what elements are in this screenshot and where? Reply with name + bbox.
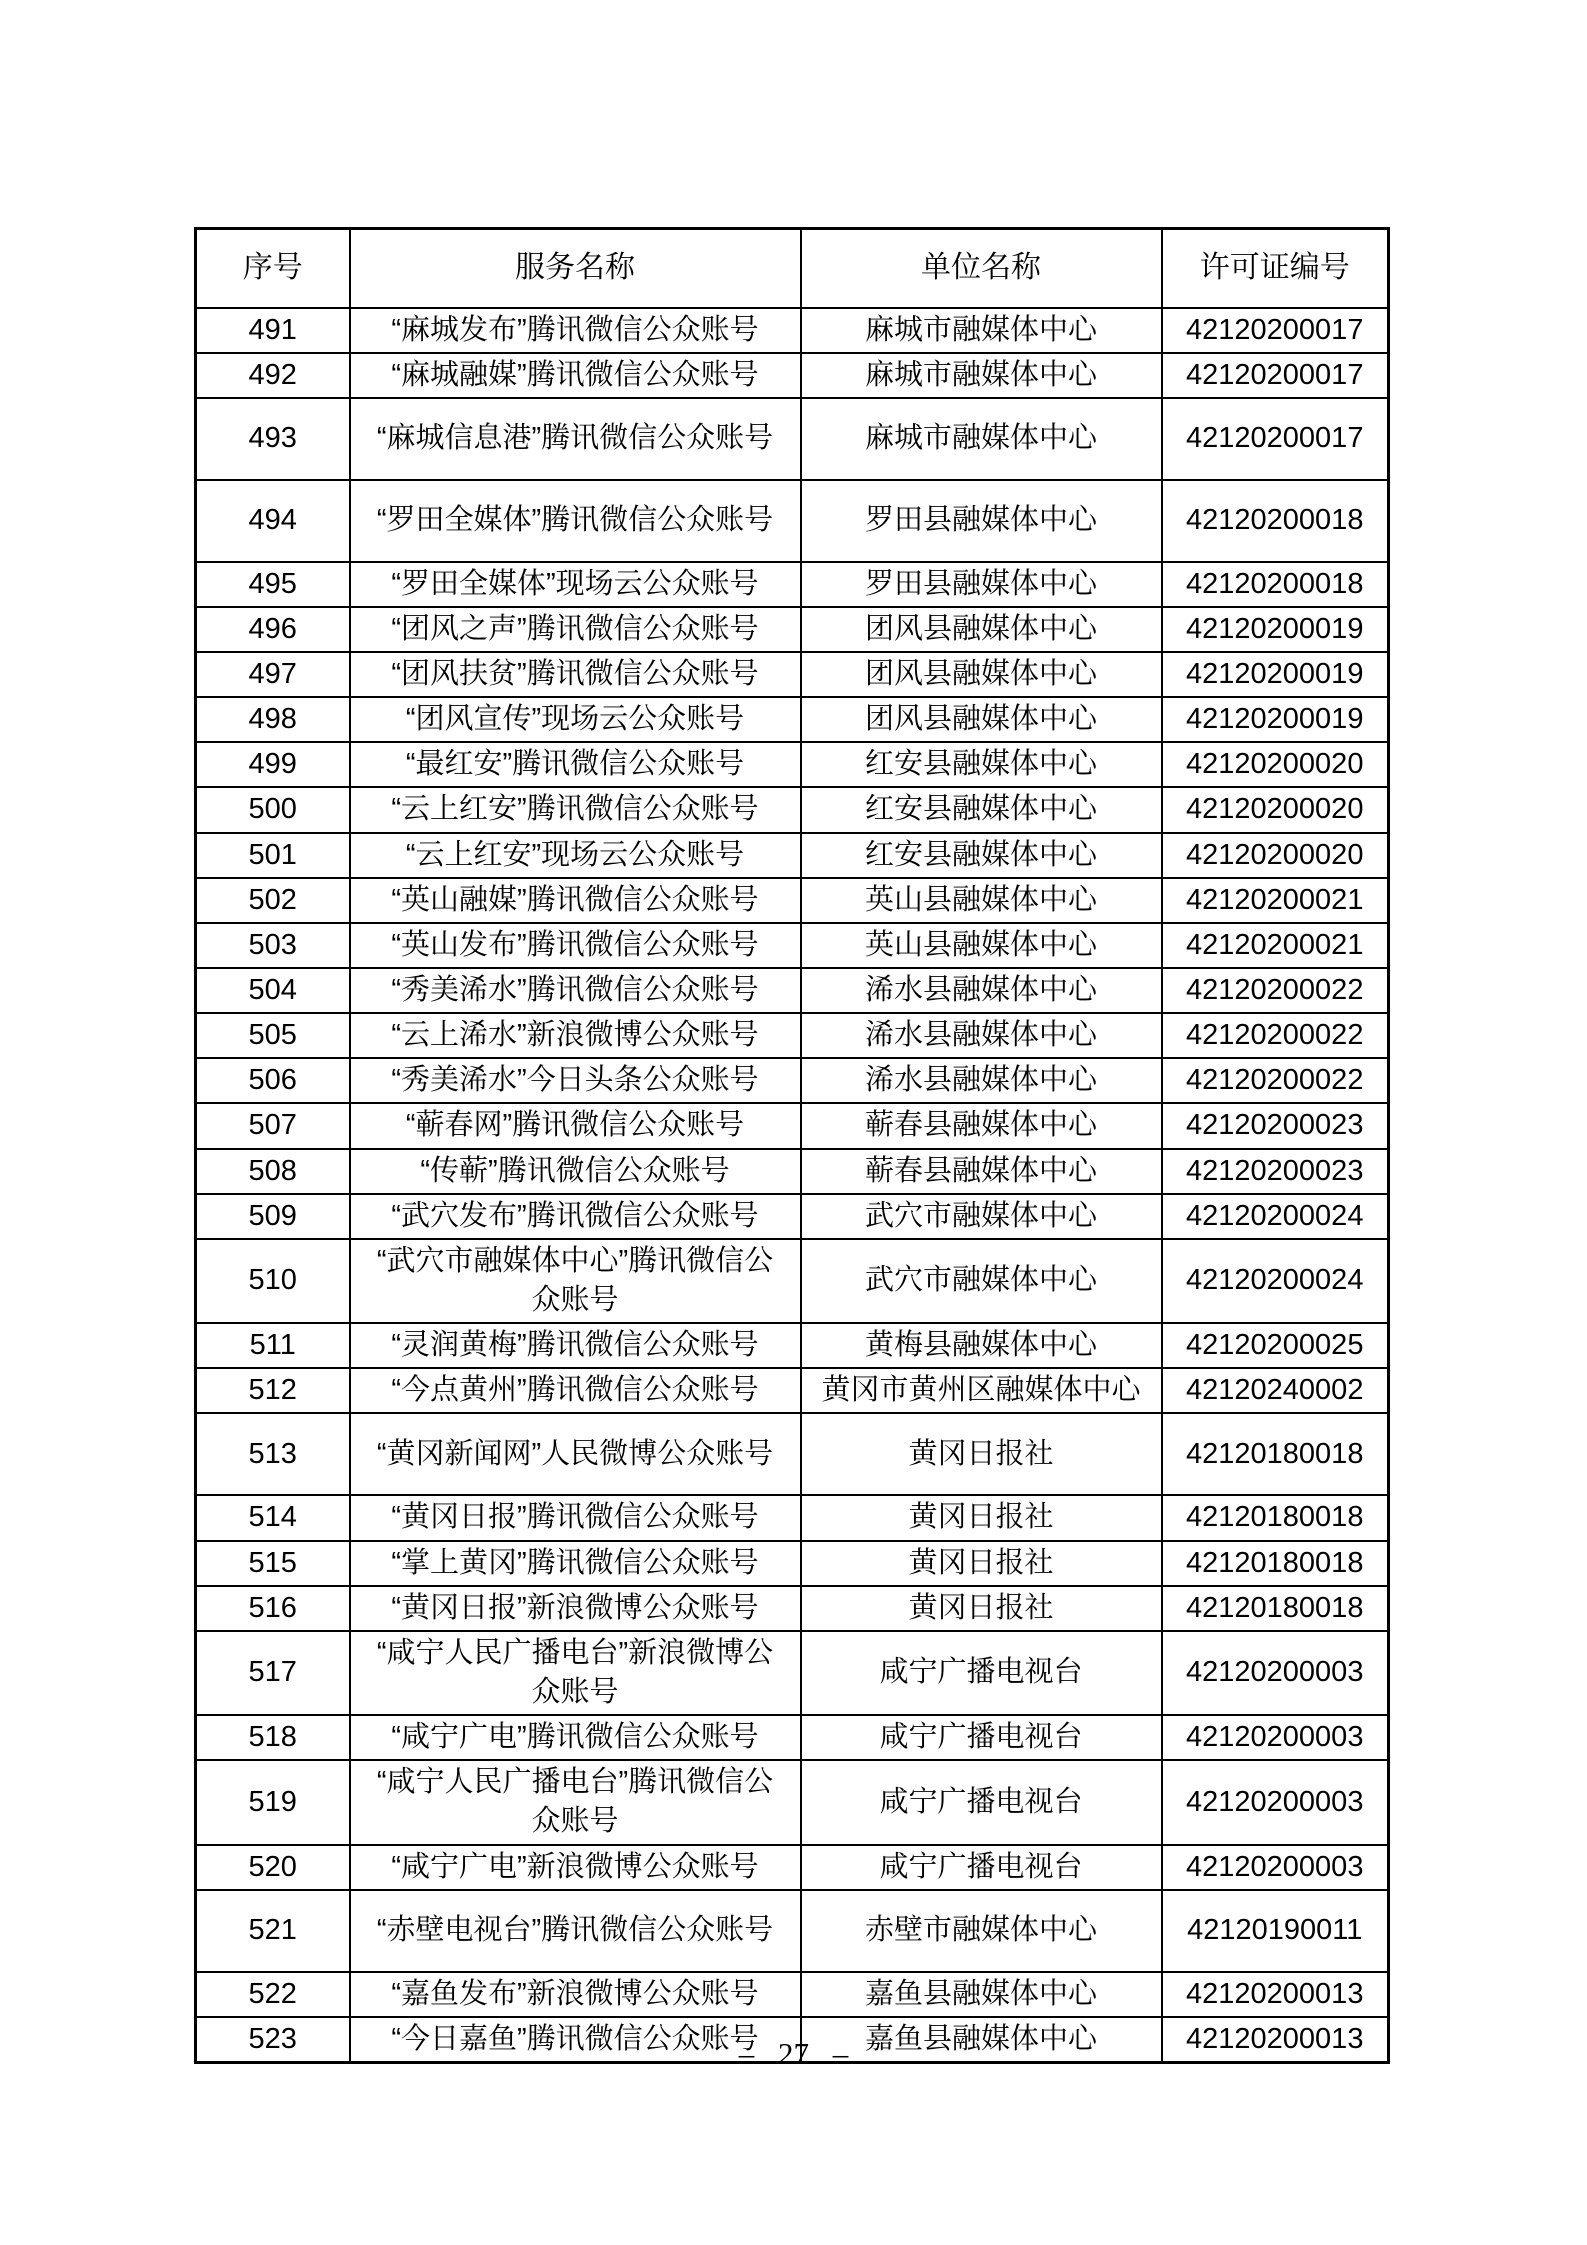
cell-unit: 咸宁广播电视台 [801,1631,1162,1715]
cell-license: 42120200021 [1162,923,1389,968]
cell-unit: 武穴市融媒体中心 [801,1239,1162,1323]
service-text: “武穴市融媒体中心”腾讯微信公众账号 [376,1244,774,1317]
cell-service [350,787,801,832]
cell-serial: 501 [196,833,350,878]
cell-license: 42120200020 [1162,833,1389,878]
table-row [196,1586,1389,1631]
cell-serial: 511 [196,1323,350,1368]
cell-serial: 514 [196,1495,350,1540]
cell-unit: 黄梅县融媒体中心 [801,1323,1162,1368]
service-text: “黄冈日报”新浪微博公众账号 [391,1591,759,1624]
table-row [196,697,1389,742]
cell-license: 42120200017 [1162,398,1389,480]
cell-service [350,878,801,923]
table-row [196,1368,1389,1413]
cell-license: 42120200018 [1162,562,1389,607]
cell-serial: 491 [196,308,350,353]
service-text: “团风宣传”现场云公众账号 [405,703,745,736]
service-text: “赤壁电视台”腾讯微信公众账号 [376,1914,774,1947]
cell-unit: 红安县融媒体中心 [801,742,1162,787]
service-text: “麻城融媒”腾讯微信公众账号 [391,358,759,391]
cell-service [350,1013,801,1058]
service-text: “灵润黄梅”腾讯微信公众账号 [391,1329,759,1362]
cell-serial: 504 [196,968,350,1013]
cell-license: 42120200024 [1162,1239,1389,1323]
cell-license: 42120200003 [1162,1845,1389,1890]
table-row [196,1845,1389,1890]
cell-serial: 516 [196,1586,350,1631]
cell-service [350,1103,801,1148]
service-text: “嘉鱼发布”新浪微博公众账号 [391,1977,759,2010]
table-row [196,562,1389,607]
cell-service [350,1368,801,1413]
cell-unit: 赤壁市融媒体中心 [801,1890,1162,1972]
cell-license: 42120200003 [1162,1760,1389,1844]
cell-serial: 523 [196,2017,350,2063]
cell-license: 42120200019 [1162,607,1389,652]
table-header-row [196,229,1389,308]
service-text: “最红安”腾讯微信公众账号 [405,748,745,781]
cell-service [350,480,801,562]
service-text: “咸宁广电”新浪微博公众账号 [391,1850,759,1883]
cell-unit: 蕲春县融媒体中心 [801,1103,1162,1148]
table-row [196,833,1389,878]
service-text: “武穴发布”腾讯微信公众账号 [391,1199,759,1232]
cell-license: 42120200020 [1162,787,1389,832]
table-row [196,398,1389,480]
cell-service [350,1972,801,2017]
cell-unit: 英山县融媒体中心 [801,878,1162,923]
cell-unit: 咸宁广播电视台 [801,1845,1162,1890]
table-row [196,923,1389,968]
cell-unit: 咸宁广播电视台 [801,1760,1162,1844]
cell-serial: 521 [196,1890,350,1972]
cell-service [350,353,801,398]
cell-serial: 507 [196,1103,350,1148]
cell-serial: 522 [196,1972,350,2017]
cell-unit: 麻城市融媒体中心 [801,353,1162,398]
table-row [196,480,1389,562]
table-row [196,1013,1389,1058]
service-text: “黄冈新闻网”人民微博公众账号 [376,1437,774,1470]
table-row [196,787,1389,832]
cell-unit: 罗田县融媒体中心 [801,480,1162,562]
cell-unit: 黄冈市黄州区融媒体中心 [801,1368,1162,1413]
cell-service [350,1631,801,1715]
cell-license: 42120200021 [1162,878,1389,923]
cell-license: 42120200023 [1162,1149,1389,1194]
table-header [196,229,1389,308]
table-row [196,742,1389,787]
cell-serial: 492 [196,353,350,398]
service-text: “传蕲”腾讯微信公众账号 [420,1154,730,1187]
cell-service [350,1149,801,1194]
service-text: “蕲春网”腾讯微信公众账号 [405,1109,745,1142]
cell-license: 42120180018 [1162,1413,1389,1495]
cell-unit: 黄冈日报社 [801,1413,1162,1495]
service-text: “麻城信息港”腾讯微信公众账号 [376,422,774,455]
cell-license: 42120240002 [1162,1368,1389,1413]
service-text: “今日嘉鱼”腾讯微信公众账号 [391,2022,759,2055]
cell-service [350,1760,801,1844]
cell-unit: 红安县融媒体中心 [801,833,1162,878]
cell-serial: 494 [196,480,350,562]
header-cell-license-no: 许可证编号 [1162,229,1389,308]
cell-service [350,1495,801,1540]
table-row [196,607,1389,652]
cell-serial: 520 [196,1845,350,1890]
table-row [196,353,1389,398]
service-text: “罗田全媒体”现场云公众账号 [391,567,759,600]
cell-serial: 496 [196,607,350,652]
cell-license: 42120200022 [1162,1013,1389,1058]
cell-unit: 浠水县融媒体中心 [801,968,1162,1013]
service-text: “秀美浠水”腾讯微信公众账号 [391,974,759,1007]
cell-serial: 493 [196,398,350,480]
cell-unit: 团风县融媒体中心 [801,652,1162,697]
cell-serial: 510 [196,1239,350,1323]
cell-service [350,1715,801,1760]
cell-service [350,1890,801,1972]
table-row [196,1715,1389,1760]
cell-serial: 515 [196,1541,350,1586]
cell-serial: 503 [196,923,350,968]
cell-unit: 嘉鱼县融媒体中心 [801,1972,1162,2017]
cell-unit: 黄冈日报社 [801,1495,1162,1540]
cell-unit: 黄冈日报社 [801,1586,1162,1631]
cell-unit: 武穴市融媒体中心 [801,1194,1162,1239]
service-text: “咸宁人民广播电台”新浪微博公众账号 [376,1636,774,1709]
cell-license: 42120200022 [1162,968,1389,1013]
cell-serial: 500 [196,787,350,832]
cell-service [350,1239,801,1323]
cell-unit: 浠水县融媒体中心 [801,1058,1162,1103]
cell-license: 42120200003 [1162,1715,1389,1760]
cell-license: 42120200023 [1162,1103,1389,1148]
cell-unit: 英山县融媒体中心 [801,923,1162,968]
cell-unit: 咸宁广播电视台 [801,1715,1162,1760]
service-text: “今点黄州”腾讯微信公众账号 [391,1374,759,1407]
header-cell-serial: 序号 [196,229,350,308]
cell-license: 42120180018 [1162,1495,1389,1540]
cell-service [350,1194,801,1239]
cell-service [350,1058,801,1103]
license-table [194,227,1390,2064]
header-cell-unit-name: 单位名称 [801,229,1162,308]
service-text: “英山发布”腾讯微信公众账号 [391,928,759,961]
table-row [196,1541,1389,1586]
cell-serial: 497 [196,652,350,697]
cell-unit: 麻城市融媒体中心 [801,308,1162,353]
cell-license: 42120200025 [1162,1323,1389,1368]
service-text: “咸宁广电”腾讯微信公众账号 [391,1721,759,1754]
service-text: “黄冈日报”腾讯微信公众账号 [391,1501,759,1534]
service-text: “云上红安”现场云公众账号 [405,838,745,871]
service-text: “云上红安”腾讯微信公众账号 [391,793,759,826]
cell-service [350,308,801,353]
cell-license: 42120200003 [1162,1631,1389,1715]
cell-service [350,968,801,1013]
cell-service [350,398,801,480]
table-row [196,652,1389,697]
cell-license: 42120200024 [1162,1194,1389,1239]
cell-license: 42120200017 [1162,308,1389,353]
cell-license: 42120200017 [1162,353,1389,398]
service-text: “麻城发布”腾讯微信公众账号 [391,313,759,346]
cell-unit: 蕲春县融媒体中心 [801,1149,1162,1194]
cell-license: 42120180018 [1162,1586,1389,1631]
table-row [196,1149,1389,1194]
cell-license: 42120200020 [1162,742,1389,787]
cell-license: 42120180018 [1162,1541,1389,1586]
cell-serial: 513 [196,1413,350,1495]
cell-serial: 518 [196,1715,350,1760]
table-row [196,1413,1389,1495]
cell-license: 42120200018 [1162,480,1389,562]
table-row [196,1058,1389,1103]
service-text: “云上浠水”新浪微博公众账号 [391,1019,759,1052]
cell-unit: 浠水县融媒体中心 [801,1013,1162,1058]
cell-serial: 517 [196,1631,350,1715]
table-row [196,1890,1389,1972]
cell-unit: 麻城市融媒体中心 [801,398,1162,480]
cell-license: 42120200022 [1162,1058,1389,1103]
cell-serial: 495 [196,562,350,607]
cell-serial: 508 [196,1149,350,1194]
header-cell-service-name: 服务名称 [350,229,801,308]
table-row [196,878,1389,923]
cell-serial: 502 [196,878,350,923]
table-body [196,308,1389,2063]
table-row [196,1323,1389,1368]
cell-license: 42120200013 [1162,2017,1389,2063]
cell-service [350,1413,801,1495]
cell-service [350,652,801,697]
cell-serial: 498 [196,697,350,742]
cell-serial: 505 [196,1013,350,1058]
cell-license: 42120200013 [1162,1972,1389,2017]
table-row [196,308,1389,353]
table-row [196,1239,1389,1323]
cell-serial: 506 [196,1058,350,1103]
page-number: – 27 – [738,2036,849,2071]
service-text: “掌上黄冈”腾讯微信公众账号 [391,1546,759,1579]
table-row [196,1631,1389,1715]
cell-serial: 512 [196,1368,350,1413]
service-text: “罗田全媒体”腾讯微信公众账号 [376,504,774,537]
cell-service [350,1586,801,1631]
cell-service [350,607,801,652]
service-text: “团风扶贫”腾讯微信公众账号 [391,658,759,691]
service-text: “咸宁人民广播电台”腾讯微信公众账号 [376,1766,774,1838]
cell-serial: 519 [196,1760,350,1844]
cell-license: 42120200019 [1162,652,1389,697]
cell-service [350,1323,801,1368]
table-row [196,968,1389,1013]
cell-license: 42120200019 [1162,697,1389,742]
cell-service [350,923,801,968]
cell-unit: 团风县融媒体中心 [801,607,1162,652]
cell-unit: 罗田县融媒体中心 [801,562,1162,607]
cell-serial: 499 [196,742,350,787]
service-text: “团风之声”腾讯微信公众账号 [391,612,759,645]
cell-service [350,1845,801,1890]
table-row [196,1495,1389,1540]
cell-license: 42120190011 [1162,1890,1389,1972]
cell-unit: 黄冈日报社 [801,1541,1162,1586]
cell-service [350,562,801,607]
cell-service [350,697,801,742]
table-row [196,1103,1389,1148]
service-text: “英山融媒”腾讯微信公众账号 [391,883,759,916]
service-text: “秀美浠水”今日头条公众账号 [391,1064,759,1097]
cell-unit: 嘉鱼县融媒体中心 [801,2017,1162,2063]
table-row [196,1194,1389,1239]
table-row [196,1760,1389,1844]
table-row [196,1972,1389,2017]
cell-unit: 红安县融媒体中心 [801,787,1162,832]
cell-service [350,742,801,787]
cell-serial: 509 [196,1194,350,1239]
cell-service [350,1541,801,1586]
cell-unit: 团风县融媒体中心 [801,697,1162,742]
cell-service [350,833,801,878]
